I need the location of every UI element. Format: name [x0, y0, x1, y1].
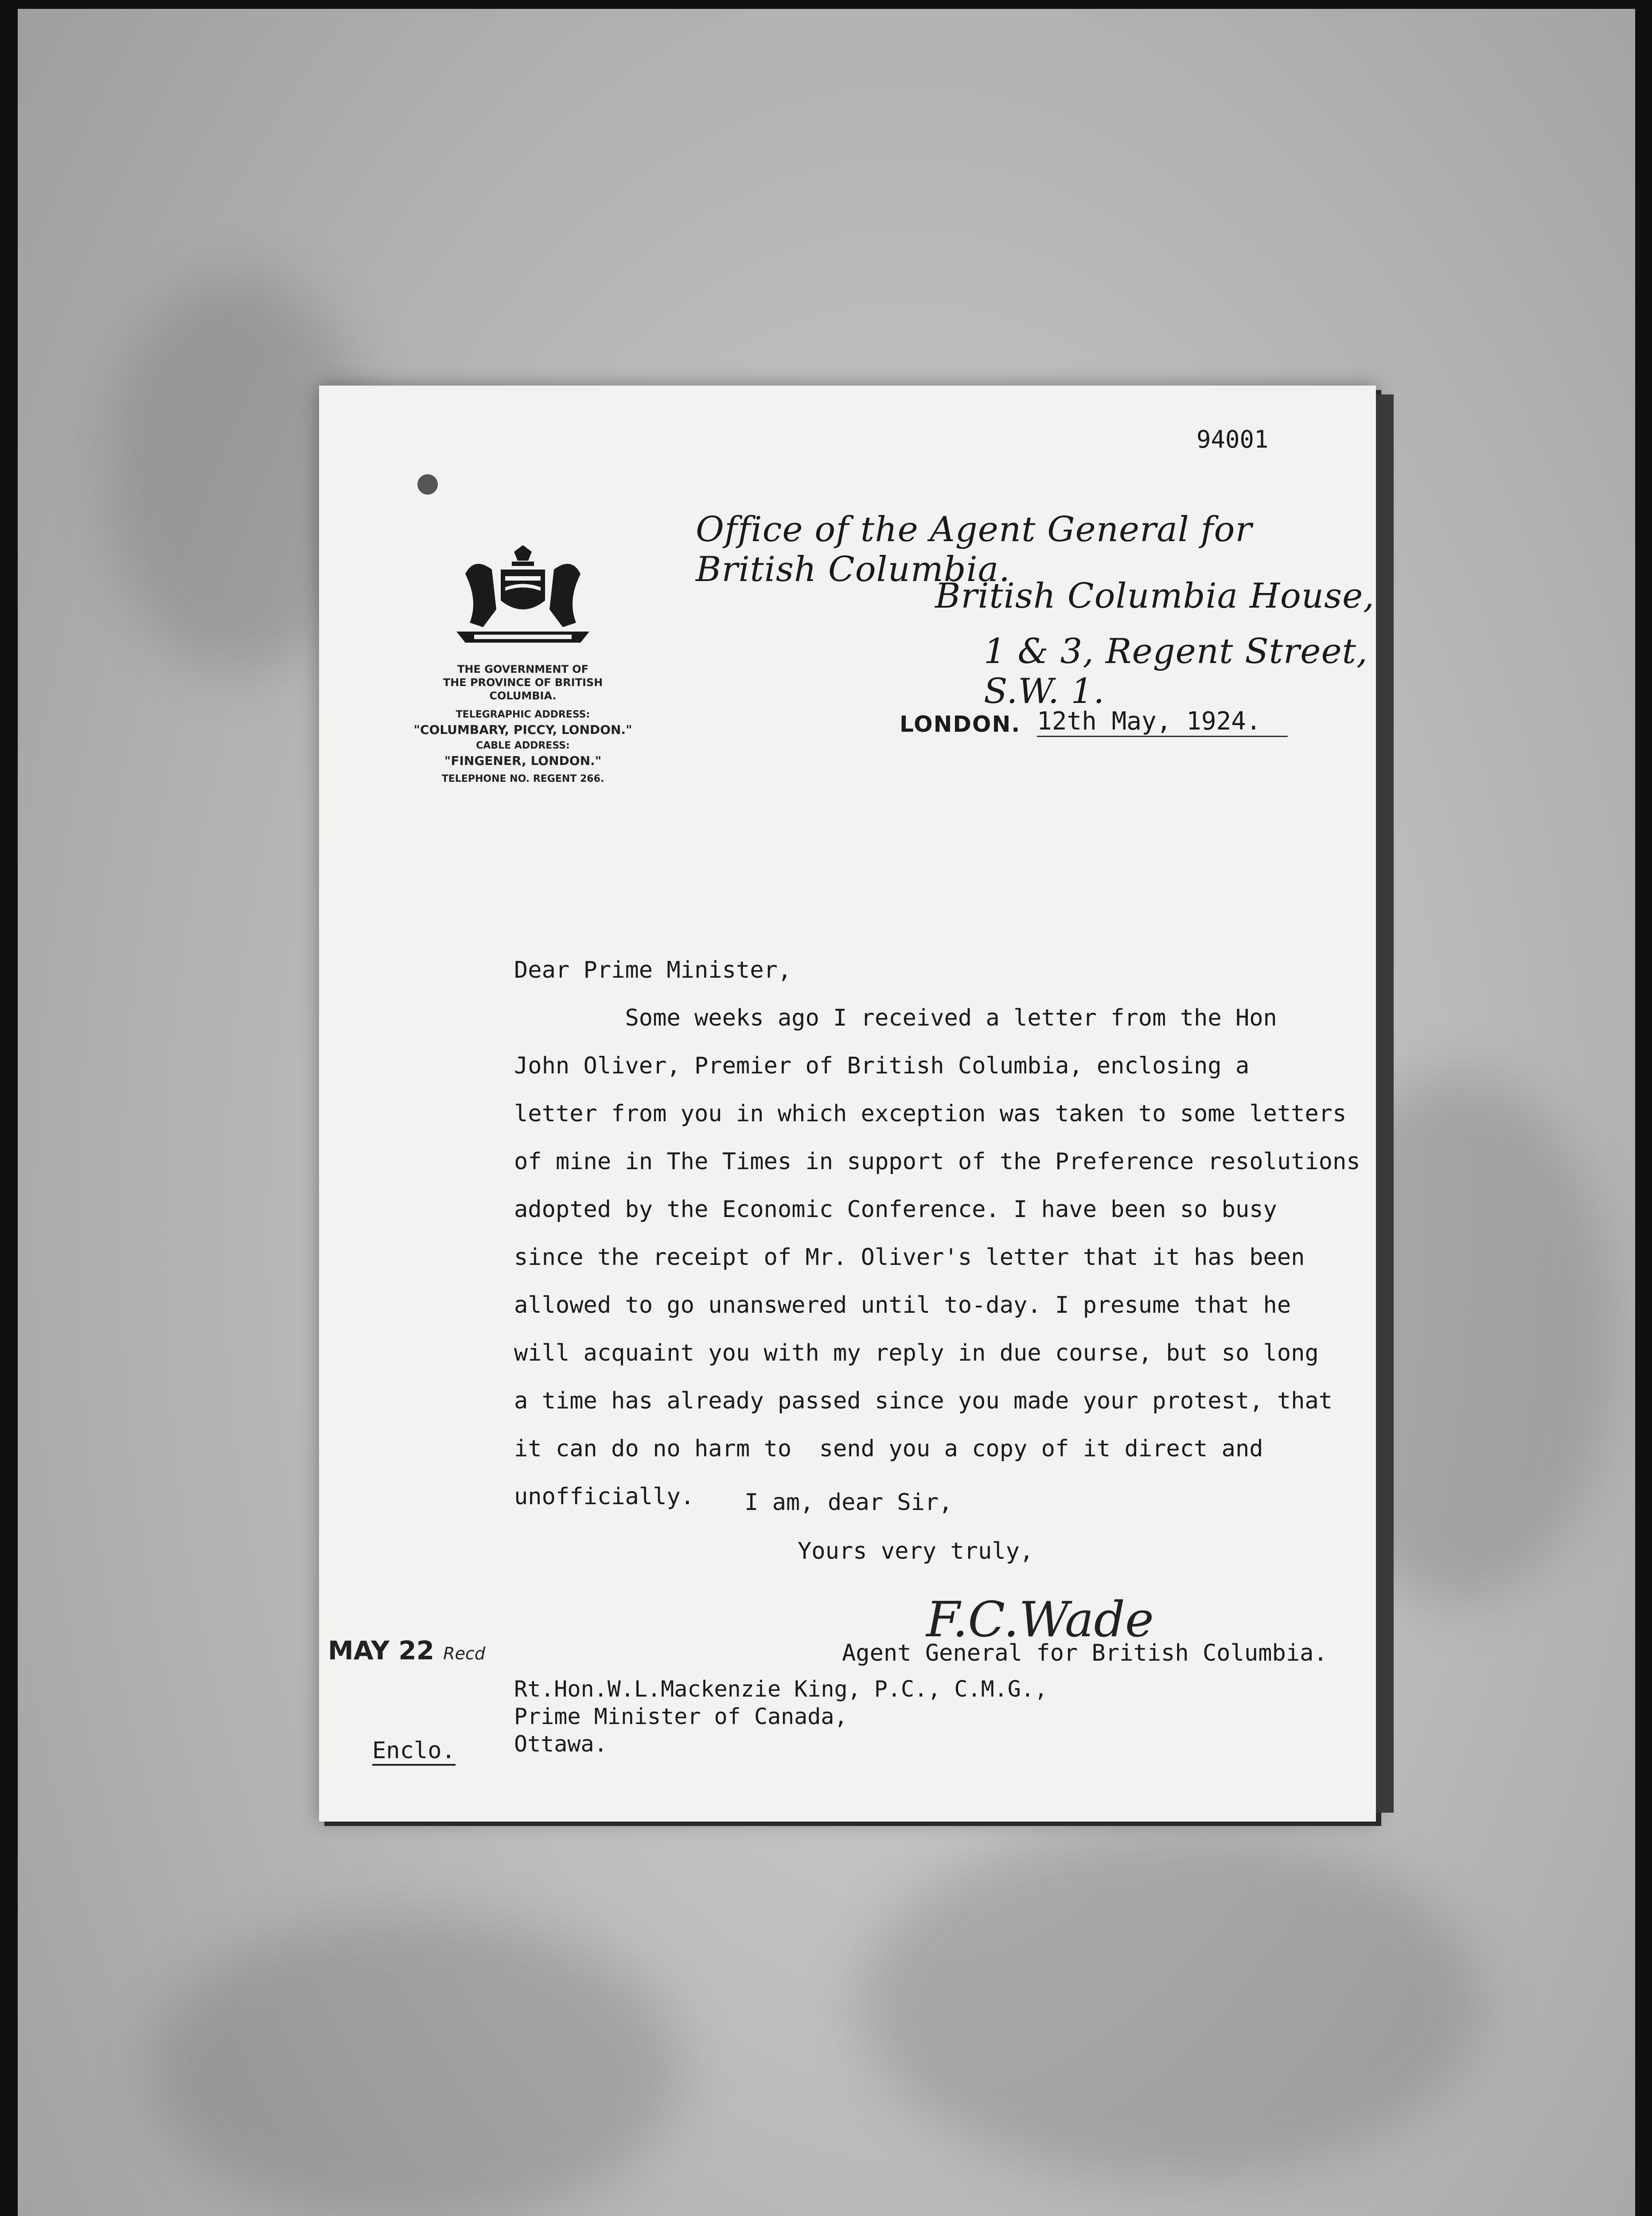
letter-page — [319, 386, 1376, 1822]
page-shadow — [1376, 394, 1394, 1813]
punch-hole — [417, 474, 438, 495]
office-street: 1 & 3, Regent Street, S.W. 1. — [984, 632, 1368, 711]
received-date: MAY 22 — [328, 1635, 434, 1666]
telegraphic-address: "COLUMBARY, PICCY, LONDON." — [413, 722, 632, 737]
office-building: British Columbia House, — [935, 576, 1375, 616]
addressee-line: Rt.Hon.W.L.Mackenzie King, P.C., C.M.G., — [514, 1676, 1048, 1702]
salutation: Dear Prime Minister, — [514, 957, 792, 983]
letter-date: 12th May, 1924. — [1037, 707, 1288, 737]
enclosure-note: Enclo. — [372, 1737, 456, 1766]
body-line: unofficially. — [514, 1483, 694, 1510]
letterhead-government-line1: THE GOVERNMENT OF — [457, 663, 589, 675]
telegraphic-label: TELEGRAPHIC ADDRESS: — [456, 709, 590, 720]
handwritten-signature: F.C.Wade — [926, 1591, 1154, 1648]
body-line: Some weeks ago I received a letter from the Hon — [514, 1005, 1277, 1031]
place-label: LONDON. — [900, 711, 1021, 737]
addressee-line: Ottawa. — [514, 1731, 608, 1757]
cable-address: "FINGENER, LONDON." — [444, 753, 602, 768]
signer-title: Agent General for British Columbia. — [842, 1640, 1328, 1666]
body-line: adopted by the Economic Conference. I have been so busy — [514, 1196, 1277, 1223]
received-note: Recd — [443, 1644, 485, 1663]
office-title: Office of the Agent General for British Columbia. — [696, 510, 1252, 589]
body-line: allowed to go unanswered until to-day. I presume that he — [514, 1292, 1291, 1319]
received-stamp — [328, 1635, 485, 1666]
body-line: letter from you in which exception was taken to some letters — [514, 1100, 1347, 1127]
cable-label: CABLE ADDRESS: — [476, 740, 570, 751]
letterhead-government-line2: THE PROVINCE OF BRITISH COLUMBIA. — [443, 676, 603, 702]
addressee-line: Prime Minister of Canada, — [514, 1704, 848, 1729]
body-line: will acquaint you with my reply in due course, but so long — [514, 1340, 1319, 1366]
telephone-number: TELEPHONE NO. REGENT 266. — [441, 773, 604, 784]
body-line: a time has already passed since you made your protest, that — [514, 1388, 1333, 1414]
body-line: of mine in The Times in support of the Preference resolutions — [514, 1148, 1360, 1175]
body-line: it can do no harm to send you a copy of it direct and — [514, 1436, 1263, 1462]
body-line: John Oliver, Premier of British Columbia, enclosing a — [514, 1053, 1250, 1079]
body-line: since the receipt of Mr. Oliver's letter that it has been — [514, 1244, 1305, 1271]
closing-phrase: I am, dear Sir, — [744, 1489, 953, 1516]
closing-valediction: Yours very truly, — [798, 1538, 1034, 1564]
reference-number: 94001 — [1196, 425, 1269, 453]
letter-body — [514, 946, 1360, 1521]
coat-of-arms-icon — [448, 543, 598, 654]
addressee-block — [514, 1675, 1048, 1758]
